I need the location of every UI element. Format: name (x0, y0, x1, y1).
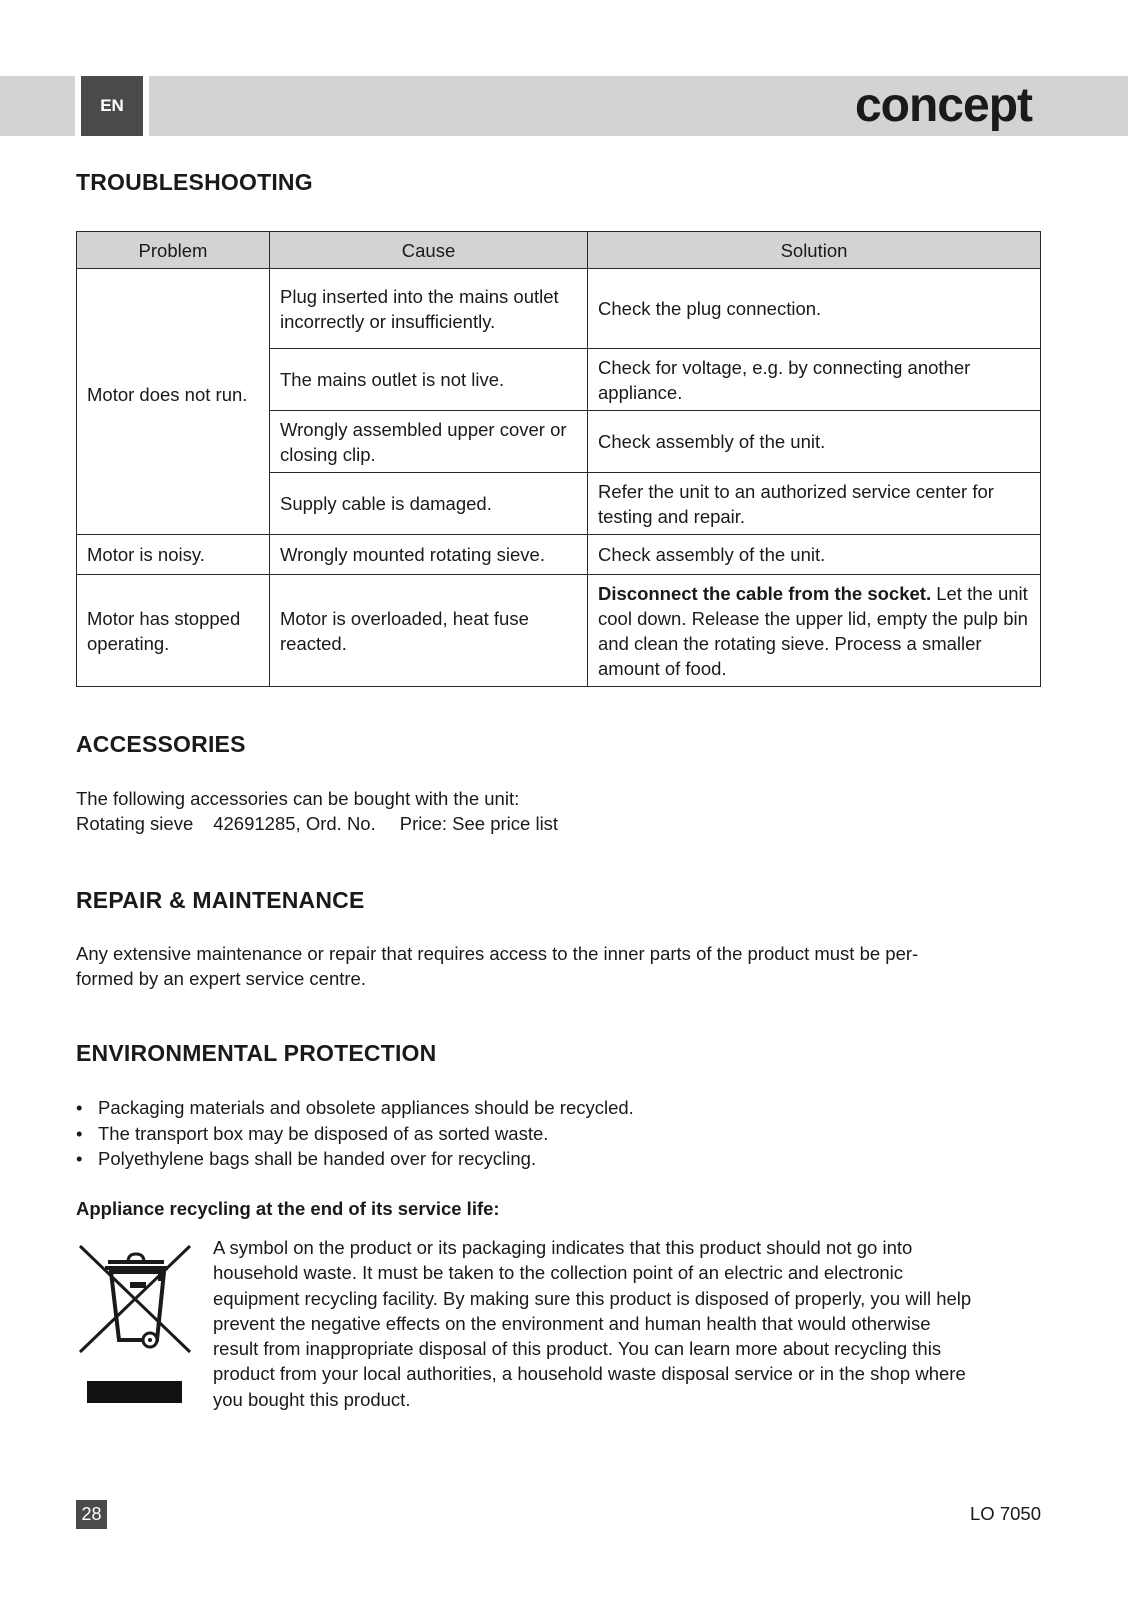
accessory-price: Price: See price list (399, 813, 559, 834)
repair-text-line: formed by an expert service centre. (76, 968, 366, 989)
accessory-order-no: 42691285, Ord. No. (213, 813, 376, 834)
table-row (77, 269, 1041, 349)
problem-cell: Motor has stopped operating. (77, 575, 270, 687)
troubleshooting-title: TROUBLESHOOTING (76, 169, 313, 195)
column-header-cause: Cause (270, 232, 588, 269)
cause-cell: Supply cable is damaged. (270, 473, 588, 535)
cause-cell: Wrongly assembled upper cover or closing clip. (270, 411, 588, 473)
recycling-line: prevent the negative effects on the environment and human health that would otherwise (213, 1312, 931, 1334)
page-number: 28 (76, 1500, 107, 1529)
recycling-line: you bought this product. (213, 1388, 411, 1410)
crossed-out-wheelie-bin-icon (78, 1240, 196, 1420)
list-item: • The transport box may be disposed of as sorted waste. (76, 1121, 634, 1147)
table-row (77, 535, 1041, 575)
environment-title: ENVIRONMENTAL PROTECTION (76, 1040, 437, 1066)
recycling-line: A symbol on the product or its packaging indicates that this product should not go into (213, 1237, 913, 1258)
solution-cell (588, 575, 1041, 687)
recycling-heading: Appliance recycling at the end of its service life: (76, 1198, 500, 1219)
accessories-intro: The following accessories can be bought with the unit: (76, 788, 520, 809)
list-item: • Packaging materials and obsolete appliances should be recycled. (76, 1095, 634, 1121)
table-row (77, 575, 1041, 687)
cause-cell: Motor is overloaded, heat fuse reacted. (270, 575, 588, 687)
solution-cell: Refer the unit to an authorized service center for testing and repair. (588, 473, 1041, 535)
solution-cell: Check the plug connection. (588, 269, 1041, 349)
recycling-bullet-list (76, 1095, 634, 1172)
recycling-line: product from your local authorities, a household waste disposal service or in the shop where (213, 1363, 966, 1385)
column-header-problem: Problem (77, 232, 270, 269)
solution-cell: Check for voltage, e.g. by connecting another appliance. (588, 349, 1041, 411)
repair-text-line: Any extensive maintenance or repair that requires access to the inner parts of the product must be per- (76, 943, 919, 964)
list-item: • Polyethylene bags shall be handed over for recycling. (76, 1146, 634, 1172)
table-header-row (77, 232, 1041, 269)
header-separator (143, 76, 149, 136)
recycling-line: household waste. It must be taken to the collection point of an electric and electronic (213, 1262, 904, 1284)
column-header-solution: Solution (588, 232, 1041, 269)
language-badge: EN (81, 76, 143, 136)
brand-logo: concept (854, 79, 1032, 132)
solution-cell: Check assembly of the unit. (588, 411, 1041, 473)
recycling-paragraph (213, 1235, 1043, 1412)
solution-cell: Check assembly of the unit. (588, 535, 1041, 575)
accessories-title: ACCESSORIES (76, 731, 246, 757)
accessory-item: Rotating sieve (76, 813, 194, 834)
recycling-line: result from inappropriate disposal of this product. You can learn more about recycling this (213, 1338, 942, 1360)
solution-emphasis: Disconnect the cable from the socket. (598, 582, 932, 604)
recycling-line: equipment recycling facility. By making sure this product is disposed of properly, you will help (213, 1287, 972, 1309)
model-number: LO 7050 (970, 1503, 1041, 1524)
solution-text: Let the unit cool down. Release the upper lid, empty the pulp bin and clean the rotating sieve. Process a smaller amount of food. (598, 582, 1028, 679)
problem-cell: Motor does not run. (77, 269, 270, 535)
repair-title: REPAIR & MAINTENANCE (76, 887, 365, 913)
accessory-line (76, 811, 558, 836)
cause-cell: Plug inserted into the mains outlet incorrectly or insufficiently. (270, 269, 588, 349)
cause-cell: Wrongly mounted rotating sieve. (270, 535, 588, 575)
cause-cell: The mains outlet is not live. (270, 349, 588, 411)
problem-cell: Motor is noisy. (77, 535, 270, 575)
troubleshooting-table (76, 231, 1041, 687)
